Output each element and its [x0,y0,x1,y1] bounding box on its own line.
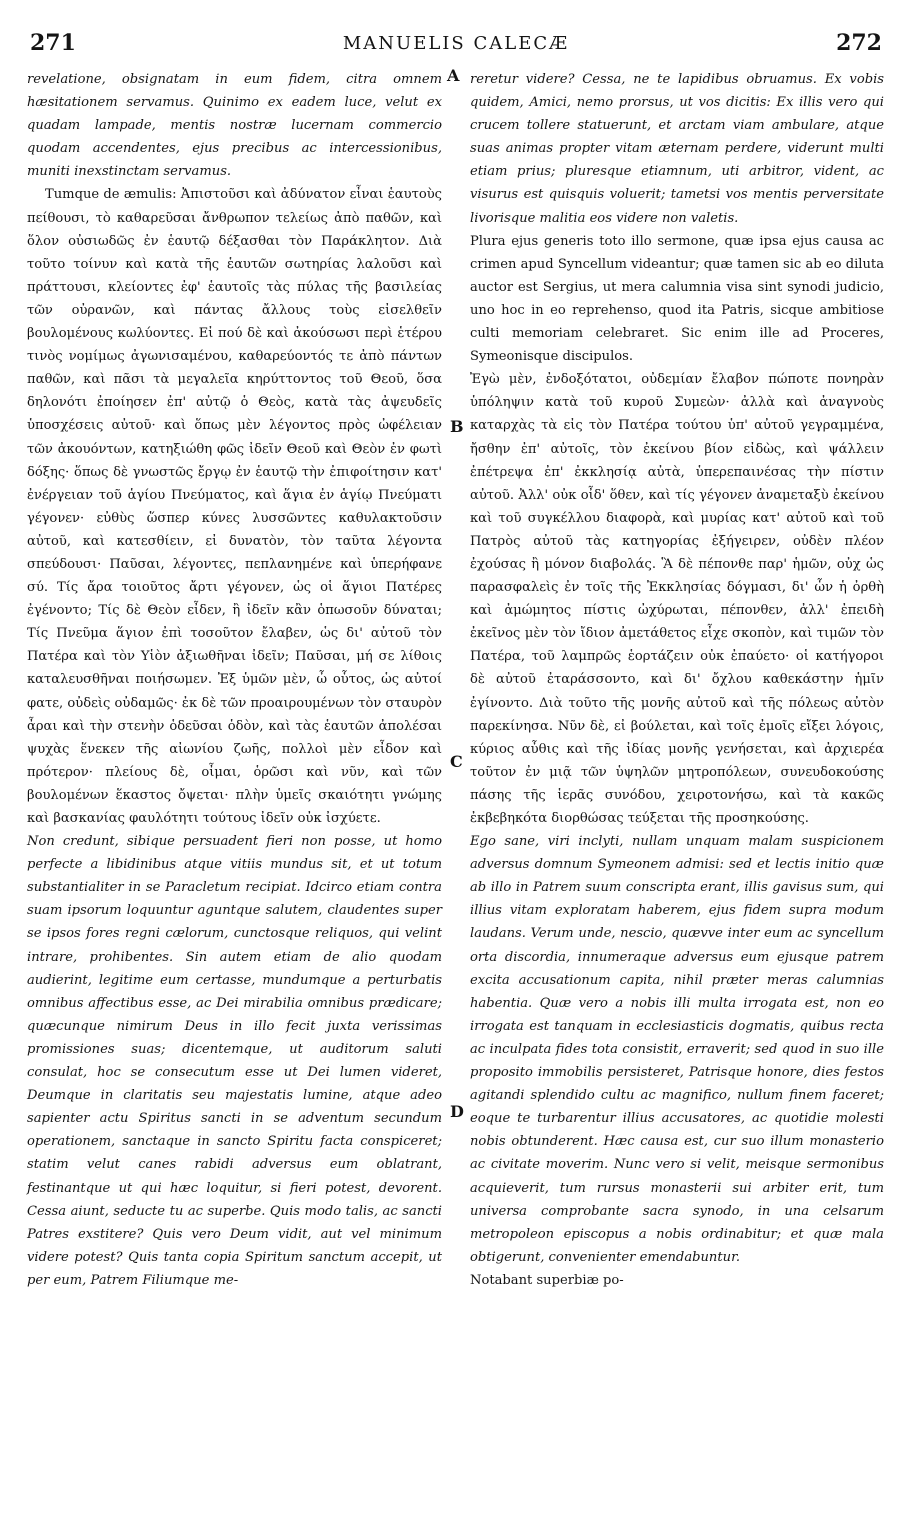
left-column [27,68,442,1292]
right-column [470,68,884,1292]
running-header [30,30,882,70]
margin-marker-b: B [450,417,464,436]
greek-paragraph: Ἐγὼ μὲν, ἐνδοξότατοι, οὐδεμίαν ἔλαβον πώποτε πονηρὰν ὑπόληψιν κατὰ τοῦ κυροῦ Συμεὼν· ἀλλὰ καὶ ἀναγνοὺς καταρχὰς τὰ εἰς τὸν Πατέρα τούτου ὑπ' αὐτοῦ γεγραμμένα, ἤσθην ἐπ' αὐτοῖς, τὸν ἐκείνου βίον εἰδὼς, καὶ ψάλλειν ἐπέτρεψα ἐπ' ἐκκλησίᾳ αὐτὰ, ὑπερεπαινέσας τὴν πίστιν αὐτοῦ. Ἀλλ' οὐκ οἶδ' ὅθεν, καὶ τίς γέγονεν ἀναμεταξὺ ἐκείνου καὶ τοῦ συγκέλλου διαφορὰ, καὶ μυρίας κατ' αὐτοῦ καὶ τοῦ Πατρὸς αὐτοῦ τὰς κατηγορίας ἐξήγειρεν, οὐδὲν πλέον ἐχούσας ἢ μόνον διαβολάς. Ἃ δὲ πέπονθε παρ' ἡμῶν, οὐχ ὡς παρασφαλεὶς ἐν τοῖς τῆς Ἐκκλησίας δόγμασι, δι' ὧν ἡ ὀρθὴ καὶ ἀμώμητος πίστις ὠχύρωται, πέπονθεν, ἀλλ' ἐπειδὴ ἐκεῖνος μὲν τὸν ἴδιον ἀμετάθετος εἶχε σκοπὸν, καὶ τιμῶν τὸν Πατέρα, τοῦ λαμπρῶς ἑορτάζειν οὐκ ἐπαύετο· οἱ κατήγοροι δὲ αὐτοῦ ἐταράσσοντο, καὶ δι' ὄχλου καθεκάστην ἡμῖν ἐγίνοντο. Διὰ τοῦτο τῆς μονῆς αὐτοῦ καὶ τῆς πόλεως αὐτὸν παρεκίνησα. Νῦν δὲ, εἰ βούλεται, καὶ τοῖς ἐμοῖς εἴξει λόγοις, κύριος αὖθις καὶ τῆς ἰδίας μονῆς γενήσεται, καὶ ἀρχιερέα τοῦτον ἐν μιᾷ τῶν ὑψηλῶν μητροπόλεων, συνευδοκούσης πάσης τῆς ἱερᾶς συνόδου, χειροτονήσω, καὶ τὰ κακῶς ἐκβεβηκότα διορθώσας τεύξεται τῆς προσηκούσης. [470,372,884,826]
commentary-paragraph: Notabant superbiæ po- [470,1272,624,1288]
running-title: MANUELIS CALECÆ [342,33,570,54]
page-number-right: 272 [836,30,882,56]
latin-paragraph: reretur videre? Cessa, ne te lapidibus obruamus. Ex vobis quidem, Amici, nemo prorsus, ut vos dicitis: Ex illis vero qui crucem tollere statuerunt, et arctam viam ambulare, atque suas animas propter vitam æternam perdere, viderunt multi etiam prius; pluresque etiamnum, uti arbitror, vident, ac visurus est quisquis voluerit; tametsi vos mentis perversitate livorisque malitia eos videre non valetis. [470,72,884,226]
margin-marker-d: D [450,1102,464,1121]
margin-marker-c: C [450,752,463,771]
commentary-paragraph: Plura ejus generis toto illo sermone, quæ ipsa ejus causa ac crimen apud Syncellum videantur; quæ tamen sic ab eo diluta auctor est Sergius, ut mera calumnia visa sint synodi judicio, uno hoc in eo reprehenso, quod ita Patris, sicque ambitiose culti memoriam celebraret. Sic enim ille ad Proceres, Symeonisque discipulos. [470,233,884,365]
greek-paragraph: Tumque de æmulis: Ἀπιστοῦσι καὶ ἀδύνατον εἶναι ἑαυτοὺς πείθουσι, τὸ καθαρεῦσαι ἄνθρωπον τελείως ἀπὸ παθῶν, καὶ ὅλον οὐσιωδῶς ἐν ἑαυτῷ δέξασθαι τὸν Παράκλητον. Διὰ τοῦτο τοίνυν καὶ κατὰ τῆς ἑαυτῶν σωτηρίας λαλοῦσι καὶ πράττουσι, κλείοντες ἐφ' ἑαυτοῖς τὰς πύλας τῆς βασιλείας τῶν οὐρανῶν, καὶ πάντας ἄλλους τοὺς εἰσελθεῖν βουλομένους κωλύοντες. Εἰ πού δὲ καὶ ἀκούσωσι περὶ ἑτέρου τινὸς νομίμως ἀγωνισαμένου, καθαρεύοντός τε ἀπὸ πάντων παθῶν, καὶ πᾶσι τὰ μεγαλεῖα κηρύττοντος τοῦ Θεοῦ, ὅσα δηλονότι ἐποίησεν ἐπ' αὐτῷ ὁ Θεὸς, κατὰ τὰς ἀψευδεῖς ὑποσχέσεις αὐτοῦ· καὶ ὅπως μὲν λέγοντος πρὸς ὠφέλειαν τῶν ἀκουόντων, κατηξιώθη φῶς ἰδεῖν Θεοῦ καὶ Θεὸν ἐν φωτὶ δόξης· ὅπως δὲ γνωστῶς ἔργῳ ἐν ἑαυτῷ τὴν ἐπιφοίτησιν κατ' ἐνέργειαν τοῦ ἁγίου Πνεύματος, καὶ ἅγια ἐν ἁγίῳ Πνεύματι γέγονεν· εὐθὺς ὥσπερ κύνες λυσσῶντες καθυλακτοῦσιν αὐτοῦ, καὶ κατεσθίειν, εἰ δυνατὸν, τὸν ταῦτα λέγοντα σπεύδουσι· Παῦσαι, λέγοντες, πεπλανημένε καὶ ὑπερήφανε σύ. Τίς ἄρα τοιοῦτος ἄρτι γέγονεν, ὡς οἱ ἅγιοι Πατέρες ἐγένοντο; Τίς δὲ Θεὸν εἶδεν, ἢ ἰδεῖν κἂν ὁπωσοῦν δύναται; Τίς Πνεῦμα ἅγιον ἐπὶ τοσοῦτον ἔλαβεν, ὡς δι' αὐτοῦ τὸν Πατέρα καὶ τὸν Υἱὸν ἀξιωθῆναι ἰδεῖν; Παῦσαι, μή σε λίθοις καταλευσθῆναι ποιήσωμεν. Ἐξ ὑμῶν μὲν, ὦ οὗτος, ὡς αὐτοί φατε, οὐδεὶς οὐδαμῶς· ἐκ δὲ τῶν προαιρουμένων τὸν σταυρὸν ἆραι καὶ τὴν στενὴν ὁδεῦσαι ὁδὸν, καὶ τὰς ἑαυτῶν ἀπολέσαι ψυχὰς ἕνεκεν τῆς αἰωνίου ζωῆς, πολλοὶ μὲν εἶδον καὶ πρότερον· πλείους δὲ, οἶμαι, ὁρῶσι καὶ νῦν, καὶ τῶν βουλομένων ἕκαστος ὄψεται· πλὴν ὑμεῖς σκαιότητι γνώμης καὶ βασκανίας φαυλότητι τούτους ἰδεῖν οὐκ ἰσχύετε. [27,187,442,826]
latin-paragraph: Ego sane, viri inclyti, nullam unquam malam suspicionem adversus domnum Symeonem admisi: sed et lectis initio quæ ab illo in Patrem suum conscripta erant, illis gavisus sum, qui illius vitam exploratam haberem, ejus fidem supra modum laudans. Verum unde, nescio, quævve inter eum ac syncellum orta discordia, innumeraque adversus eum ejusque patrem excita accusationum capita, nihil præter meras calumnias habentia. Quæ vero a nobis illi multa irrogata est, non eo irrogata est tanquam in ecclesiasticis dogmatis, quibus recta ac inculpata fides tota consistit, erraverit; sed quod in suo ille proposito immobilis persisteret, Patrisque honore, dies festos agitandi splendido cultu ac magnifico, nullum finem faceret; eoque te turbarentur illius accusatores, ac quotidie molesti nobis obtunderent. Hæc causa est, cur suo illum monasterio ac civitate moverim. Nunc vero si velit, meisque sermonibus acquieverit, tum rursus monasterii sui arbiter erit, tum universa comprobante sacra synodo, in una celsarum metropoleon episcopus a nobis ordinabitur; et quæ mala obtigerunt, convenienter emendabuntur. [470,834,884,1265]
latin-paragraph: revelatione, obsignatam in eum fidem, citra omnem hæsitationem servamus. Quinimo ex eadem luce, velut ex quadam lampade, mentis nostræ lucernam commercio quodam accendentes, ejus precibus ac intercessionibus, muniti inexstinctam servamus. [27,72,442,180]
latin-paragraph: Non credunt, sibique persuadent fieri non posse, ut homo perfecte a libidinibus atque vitiis mundus sit, et ut totum substantialiter in se Paracletum recipiat. Idcirco etiam contra suam ipsorum loquuntur aguntque salutem, claudentes super se ipsos fores regni cælorum, cunctosque reliquos, qui velint intrare, prohibentes. Sin autem etiam de alio quodam audierint, legitime eum certasse, mundumque a perturbatis omnibus affectibus esse, ac Dei mirabilia omnibus prædicare; quæcunque nimirum Deus in illo fecit juxta verissimas promissiones suas; dicentemque, ut auditorum saluti consulat, hoc se consecutum esse ut Dei lumen videret, Deumque in claritatis seu majestatis lumine, atque adeo sapienter actu Spiritus sancti in se adventum secundum operationem, sanctaque in sancto Spiritu facta conspiceret; statim velut canes rabidi adversus eum oblatrant, festinantque ut qui hæc loquitur, si fieri potest, devorent. Cessa aiunt, seducte tu ac superbe. Quis modo talis, ac sancti Patres exstitere? Quis vero Deum vidit, aut vel minimum videre potest? Quis tanta copia Spiritum sanctum accepit, ut per eum, Patrem Filiumque me- [27,834,442,1288]
margin-marker-a: A [447,66,460,85]
page-number-left: 271 [30,30,76,56]
